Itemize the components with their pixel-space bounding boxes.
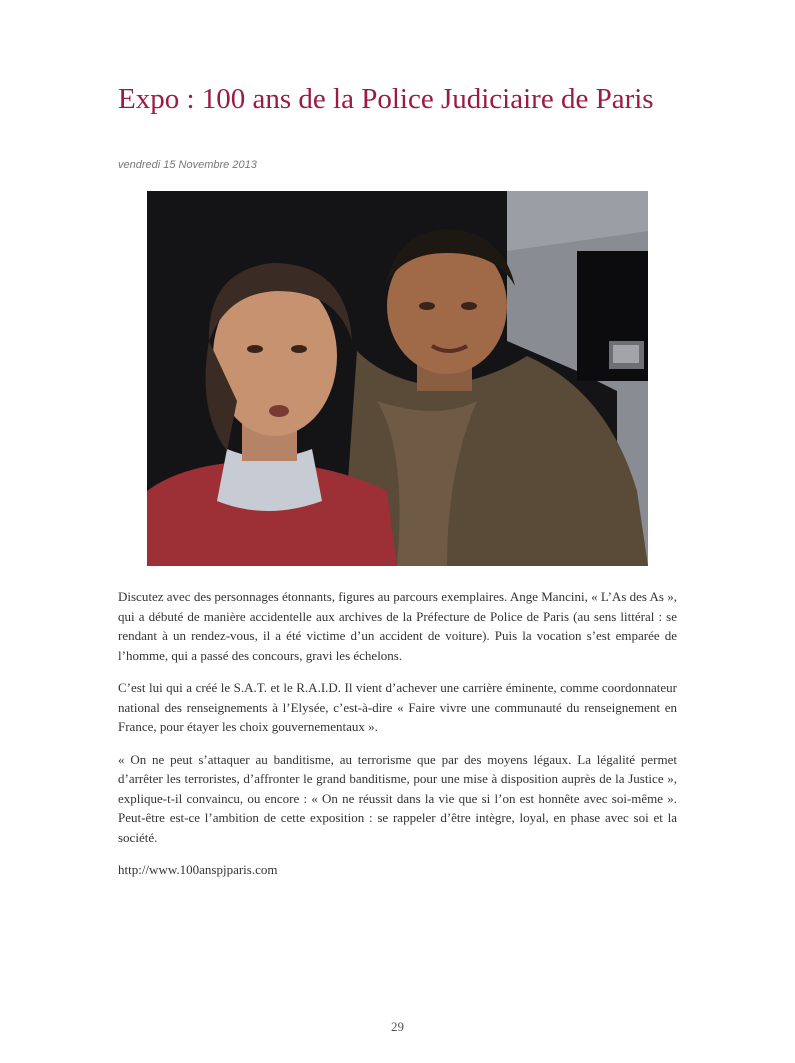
page-number: 29 [391,1019,404,1034]
paragraph-2: C’est lui qui a créé le S.A.T. et le R.A.I.D. Il vient d’achever une carrière éminente, comme coordonnateur national des renseignements à l’Elysée, c’est-à-dire « Faire vivre une communauté du renseignement en France, pour étayer les choix gouvernementaux ». [118,680,677,734]
article-photo [147,191,648,566]
paragraph-3: « On ne peut s’attaquer au banditisme, au terrorisme que par des moyens légaux. La légalité permet d’arrêter les terroristes, d’affronter le grand banditisme, pour une mise à disposition auprès de la Justice », explique-t-il convaincu, ou encore : « On ne réussit dans la vie que si l’on est honnête avec soi-même ». Peut-être est-ce l’ambition de cette exposition : se rappeler d’être intègre, loyal, en phase avec soi et la société. [118,751,677,845]
paragraph-1: Discutez avec des personnages étonnants, figures au parcours exemplaires. Ange Mancini, « L’As des As », qui a débuté de manière accidentelle aux archives de la Préfecture de Police de Paris (au sens littéral : se rendant à un rendez-vous, il a été victime d’un accident de voiture). Puis la vocation s’est emparée de l’homme, qui a passé des concours, gravi les échelons. [118,589,677,663]
article-title: Expo : 100 ans de la Police Judiciaire de Paris [118,83,654,115]
website-link[interactable]: http://www.100anspjparis.com [118,862,278,877]
photo-illustration [147,191,648,566]
article-date: vendredi 15 Novembre 2013 [118,159,257,171]
article-body [118,587,677,893]
